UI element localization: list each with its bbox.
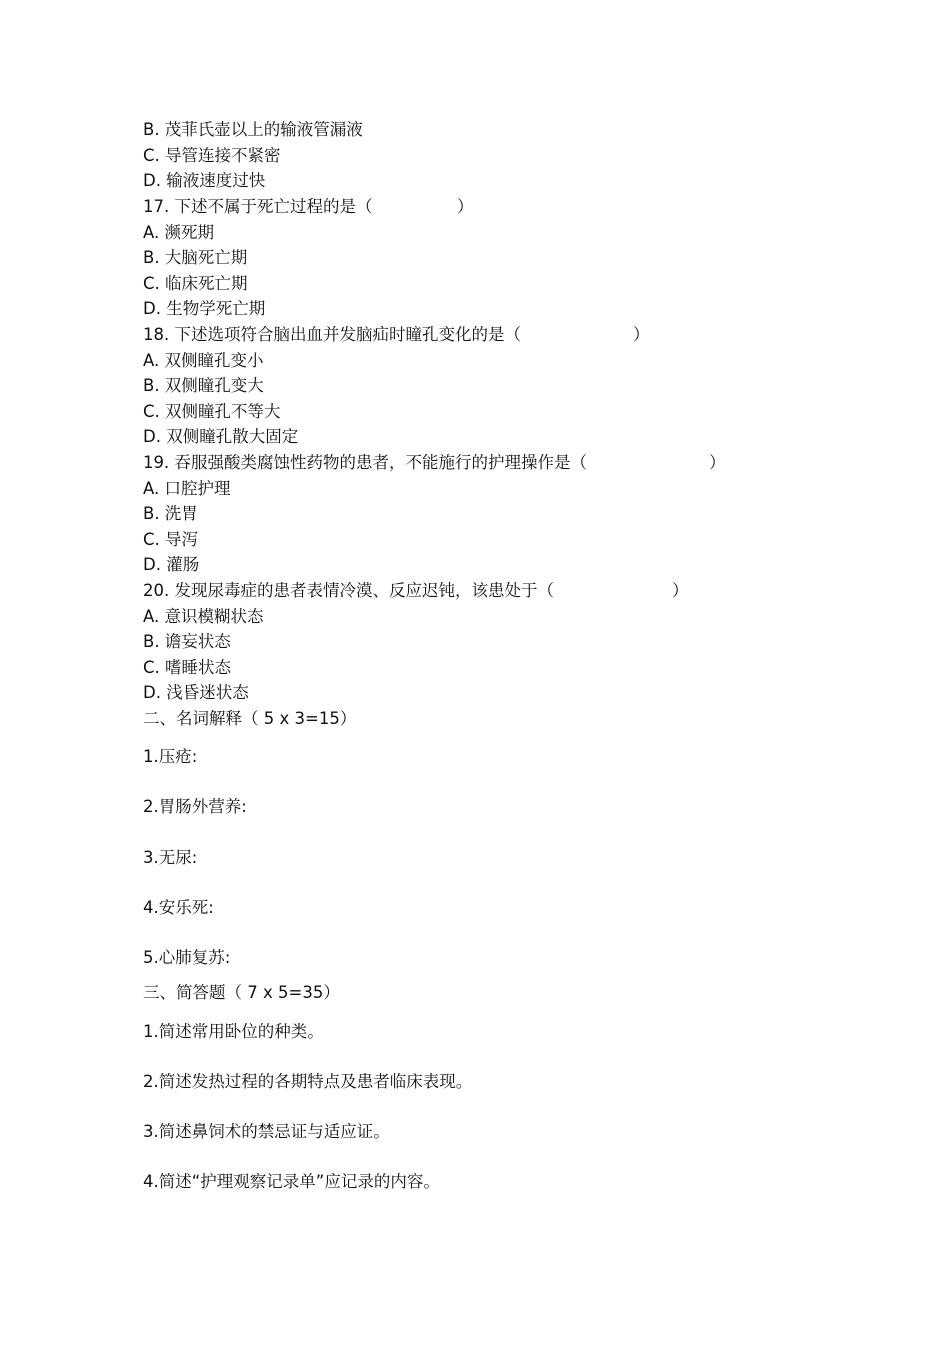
option-20-d: D. 浅昏迷状态 — [143, 683, 249, 702]
question-20-paren: ） — [672, 581, 689, 600]
option-19-d: D. 灌肠 — [143, 555, 200, 574]
option-20-b: B. 谵妄状态 — [143, 632, 231, 651]
option-18-b: B. 双侧瞳孔变大 — [143, 376, 264, 395]
question-18-stem: 18. 下述选项符合脑出血并发脑疝时瞳孔变化的是（ — [143, 325, 521, 344]
option-17-a: A. 濒死期 — [143, 223, 214, 242]
option-18-a: A. 双侧瞳孔变小 — [143, 351, 264, 370]
option-18-c: C. 双侧瞳孔不等大 — [143, 402, 281, 421]
option-20-a: A. 意识模糊状态 — [143, 607, 264, 626]
option-17-b: B. 大脑死亡期 — [143, 248, 248, 267]
question-20-stem: 20. 发现尿毒症的患者表情冷漠、反应迟钝，该患处于（ — [143, 581, 554, 600]
option-17-c: C. 临床死亡期 — [143, 274, 248, 293]
short-answer-3: 3.简述鼻饲术的禁忌证与适应证。 — [143, 1122, 390, 1141]
section-3-heading: 三、简答题（ 7 x 5=35） — [143, 983, 340, 1002]
question-18-paren: ） — [633, 325, 650, 344]
option-16-b: B. 茂菲氏壶以上的输液管漏液 — [143, 120, 363, 139]
option-16-d: D. 输液速度过快 — [143, 171, 266, 190]
term-item-5: 5.心肺复苏: — [143, 948, 231, 967]
option-19-a: A. 口腔护理 — [143, 479, 231, 498]
option-19-c: C. 导泻 — [143, 530, 199, 549]
option-20-c: C. 嗜睡状态 — [143, 658, 232, 677]
term-item-1: 1.压疮: — [143, 747, 198, 766]
short-answer-4: 4.简述“护理观察记录单”应记录的内容。 — [143, 1172, 440, 1191]
option-19-b: B. 洗胃 — [143, 504, 198, 523]
term-item-4: 4.安乐死: — [143, 898, 214, 917]
option-16-c: C. 导管连接不紧密 — [143, 146, 281, 165]
short-answer-1: 1.简述常用卧位的种类。 — [143, 1022, 324, 1041]
short-answer-2: 2.简述发热过程的各期特点及患者临床表现。 — [143, 1072, 473, 1091]
question-17-paren: ） — [457, 197, 474, 216]
section-2-heading: 二、名词解释（ 5 x 3=15） — [143, 709, 357, 728]
term-item-2: 2.胃肠外营养: — [143, 797, 247, 816]
question-19-stem: 19. 吞服强酸类腐蚀性药物的患者，不能施行的护理操作是（ — [143, 453, 587, 472]
term-item-3: 3.无尿: — [143, 848, 198, 867]
option-18-d: D. 双侧瞳孔散大固定 — [143, 427, 299, 446]
option-17-d: D. 生物学死亡期 — [143, 299, 266, 318]
question-19-paren: ） — [709, 453, 726, 472]
question-17-stem: 17. 下述不属于死亡过程的是（ — [143, 197, 373, 216]
